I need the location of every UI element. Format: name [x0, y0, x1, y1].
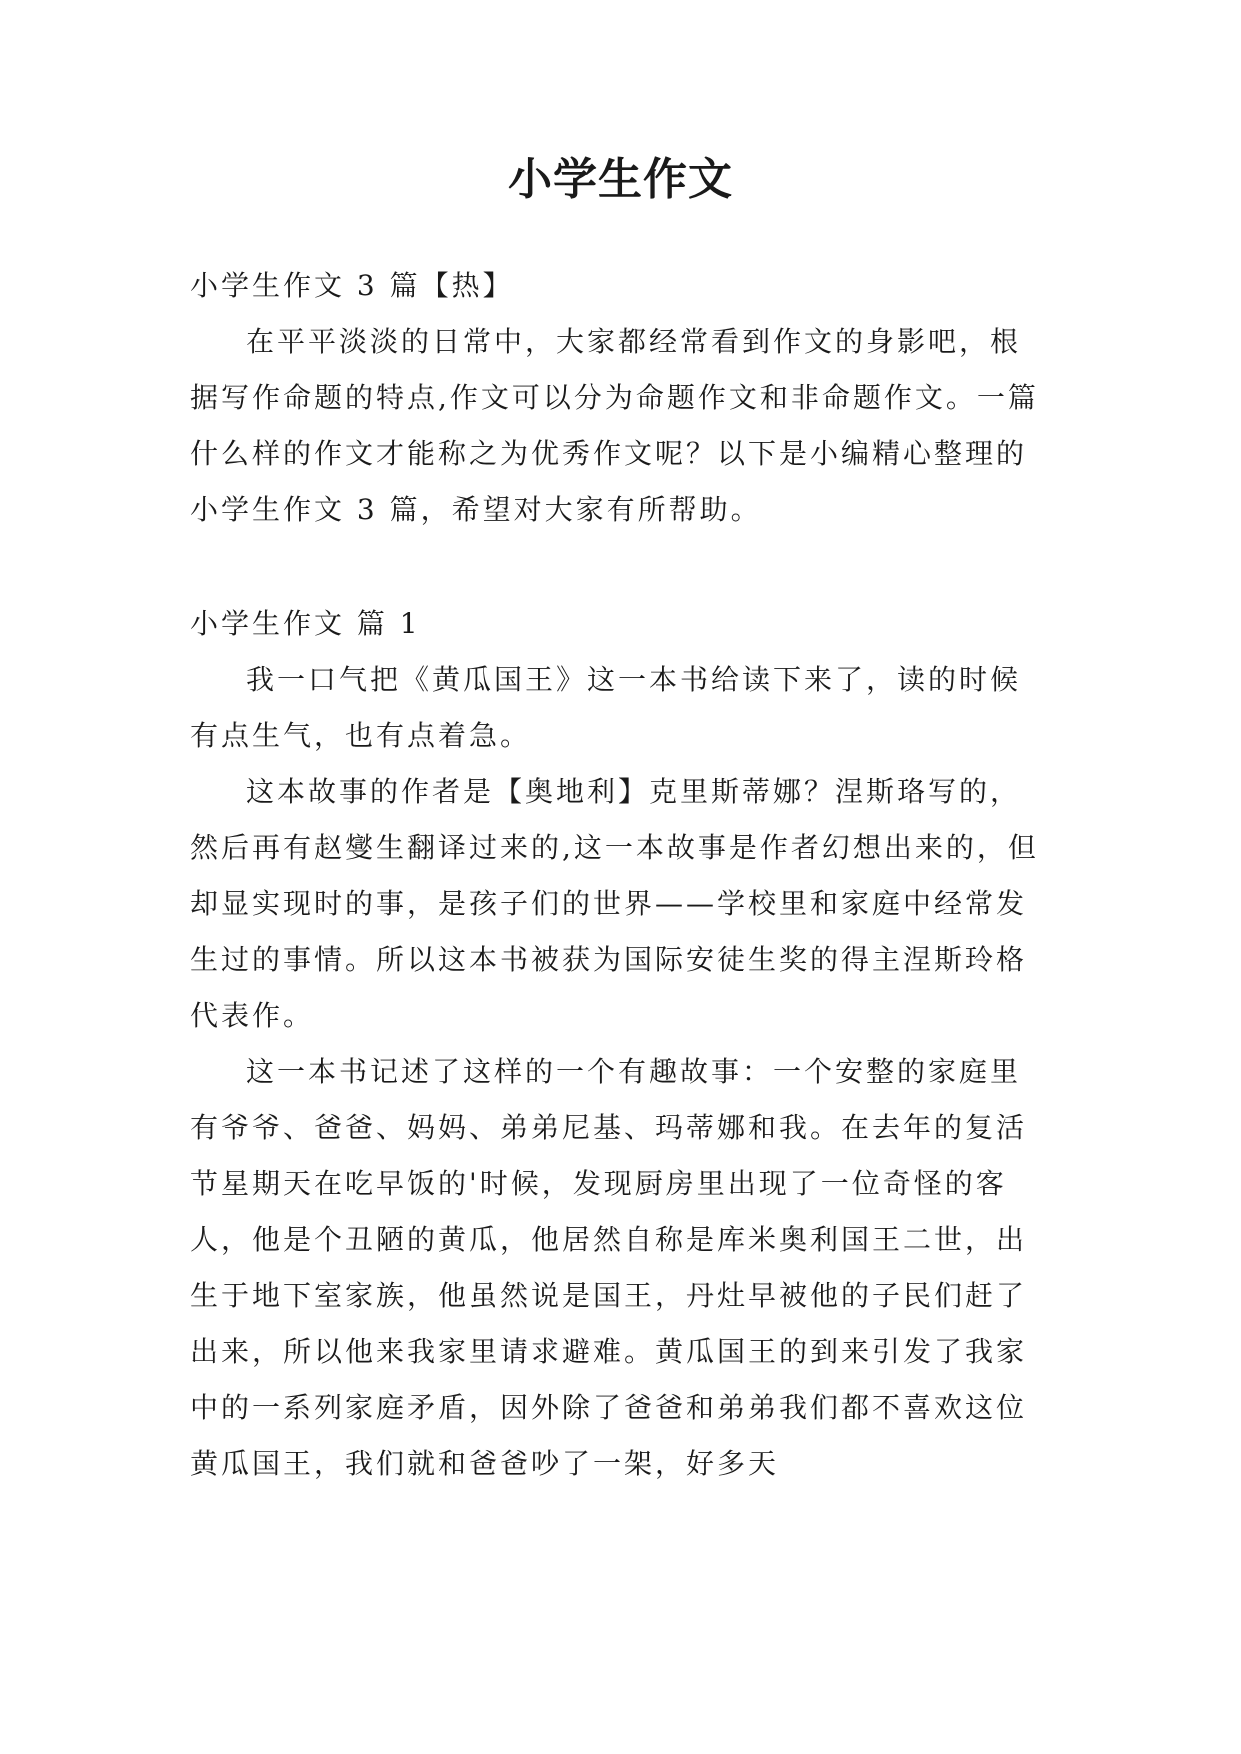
body-paragraph: 这本故事的作者是【奥地利】克里斯蒂娜？涅斯珞写的，然后再有赵燮生翻译过来的,这一本故事是作者幻想出来的，但却显实现时的事，是孩子们的世界——学校里和家庭中经常发生过的事情。所以这本书被获为国际安徒生奖的得主涅斯玲格代表作。: [190, 775, 1039, 1032]
document-body: [190, 258, 1050, 1492]
section-spacer: [190, 538, 1050, 596]
document-title: 小学生作文: [508, 154, 733, 205]
section-heading: 小学生作文 篇 1: [190, 607, 421, 640]
body-paragraph: 这一本书记述了这样的一个有趣故事：一个安整的家庭里有爷爷、爸爸、妈妈、弟弟尼基、玛蒂娜和我。在去年的复活节星期天在吃早饭的'时候，发现厨房里出现了一位奇怪的客人，他是个丑陋的黄瓜，他居然自称是库米奥利国王二世，出生于地下室家族，他虽然说是国王，丹灶早被他的子民们赶了出来，所以他来我家里请求避难。黄瓜国王的到来引发了我家中的一系列家庭矛盾，因外除了爸爸和弟弟我们都不喜欢这位黄瓜国王，我们就和爸爸吵了一架，好多天: [190, 1055, 1028, 1480]
body-paragraph: 我一口气把《黄瓜国王》这一本书给读下来了，读的时候有点生气，也有点着急。: [190, 663, 1022, 752]
intro-paragraph: 在平平淡淡的日常中，大家都经常看到作文的身影吧，根据写作命题的特点,作文可以分为命题作文和非命题作文。一篇什么样的作文才能称之为优秀作文呢？以下是小编精心整理的小学生作文 3 篇，希望对大家有所帮助。: [190, 325, 1039, 526]
document-subtitle: 小学生作文 3 篇【热】: [190, 269, 514, 302]
